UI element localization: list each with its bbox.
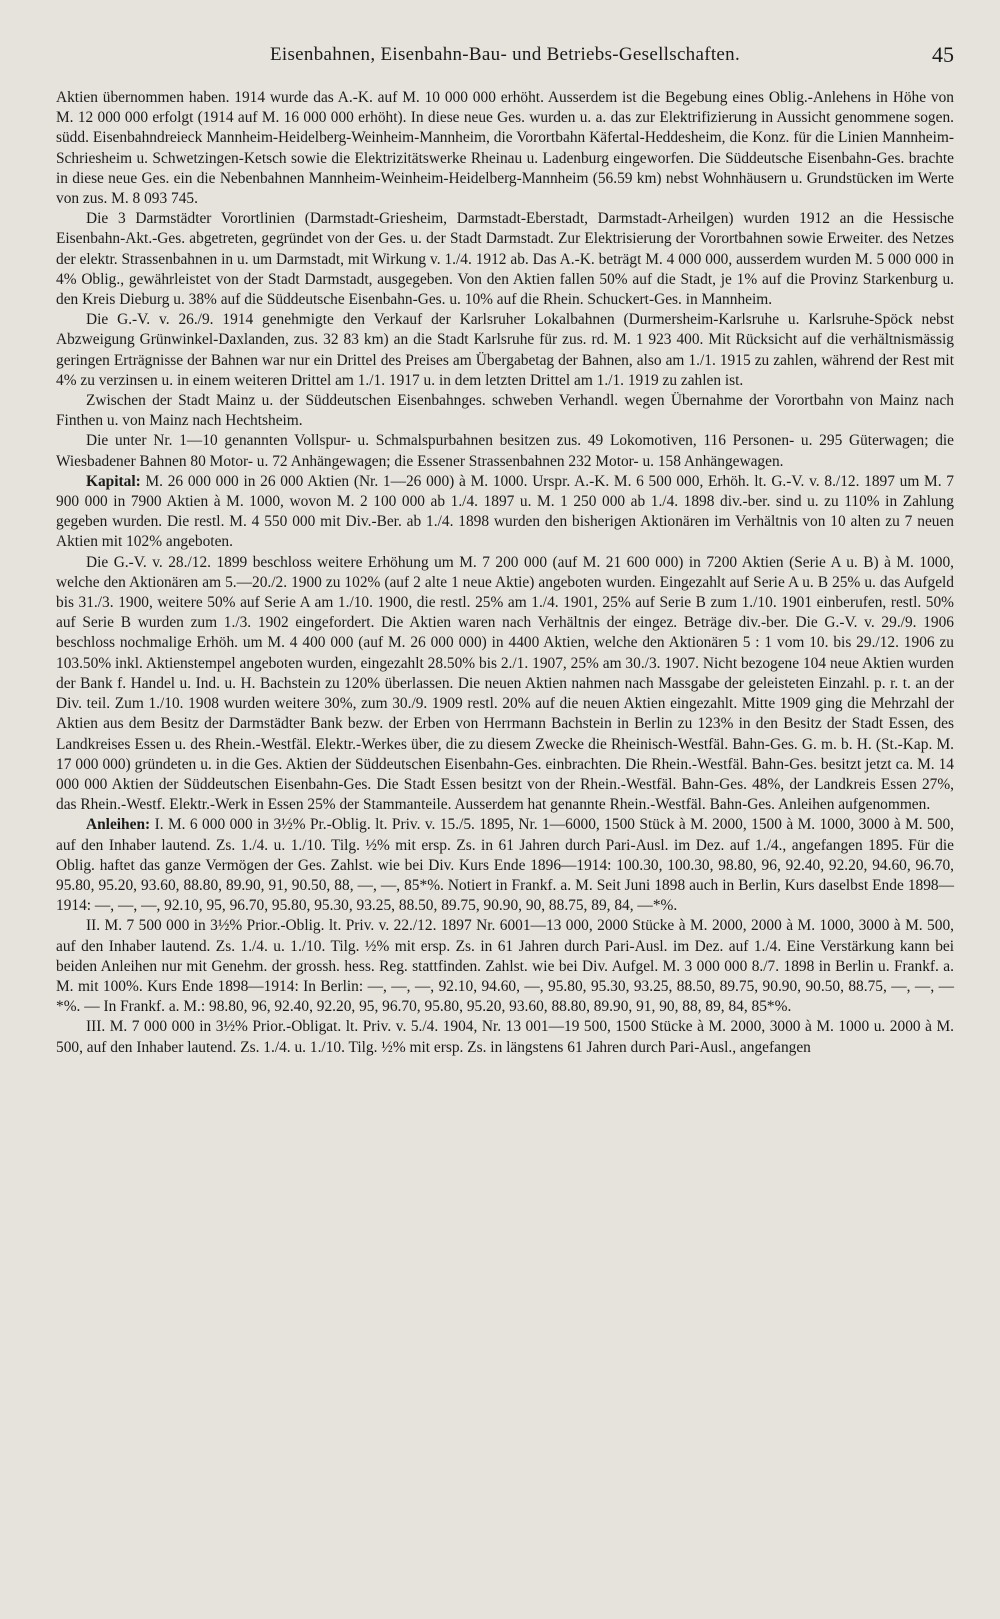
running-title: Eisenbahnen, Eisenbahn-Bau- und Betriebs-Gesellschaften.: [269, 44, 741, 65]
paragraph-text: II. M. 7 500 000 in 3½% Prior.-Oblig. lt. Priv. v. 22./12. 1897 Nr. 6001—13 000, 2000 Stücke à M. 2000, 2000 à M. 1000, 3000 à M. 500, auf den Inhaber lautend. Zs. 1./4. u. 1./10. Tilg. ½% mit ersp. Zs. in 61 Jahren durch Pari-Ausl. im Dez. auf 1./4. Eine Verstärkung kann bei beiden Anleihen nur mit Genehm. der grossh. hess. Reg. stattfinden. Zahlst. wie bei Div. Aufgel. M. 3 000 000 8./7. 1898 in Berlin u. Frankf. a. M. mit 100%. Kurs Ende 1898—1914: In Berlin: —, —, —, 92.10, 94.60, —, 95.80, 95.30, 93.25, 88.50, 89.75, 90.90, 90.50, 88.75, —, —, —*%. — In Frankf. a. M.: 98.80, 96, 92.40, 92.20, 95, 96.70, 95.80, 95.20, 93.60, 88.80, 89.90, 91, 90, 88, 89, 84, 85*%.: [56, 917, 954, 1016]
page-number: 45: [932, 42, 954, 67]
paragraph-text: Die G.-V. v. 28./12. 1899 beschloss weitere Erhöhung um M. 7 200 000 (auf M. 21 600 000) in 7200 Aktien (Serie A u. B) à M. 1000, welche den Aktionären am 5.—20./2. 1900 zu 102% (auf 2 alte 1 neue Aktie) angeboten wurden. Eingezahlt auf Serie A u. B 25% u. das Aufgeld bis 31./3. 1900, weitere 50% auf Serie A am 1./10. 1900, die restl. 25% am 1./4. 1901, 25% auf Serie B zum 1./10. 1901 einberufen, restl. 50% auf Serie B wurden zum 1./3. 1902 eingefordert. Die Aktien waren nach Verhältnis der eingez. Beträge div.-ber. Die G.-V. v. 29./9. 1906 beschloss nochmalige Erhöh. um M. 4 400 000 (auf M. 26 000 000) in 4400 Aktien, welche den Aktionären 5 : 1 vom 10. bis 29./12. 1906 zu 103.50% inkl. Aktienstempel angeboten wurden, eingezahlt 28.50% bis 2./1. 1907, 25% am 30./3. 1907. Nicht bezogene 104 neue Aktien wurden der Bank f. Handel u. Ind. u. H. Bachstein zu 120% überlassen. Die neuen Aktien nahmen nach Massgabe der geleisteten Einzahl. p. r. t. an der Div. teil. Zum 1./10. 1908 wurden weitere 30%, zum 30./9. 1909 restl. 20% auf die neuen Aktien eingezahlt. Mitte 1909 ging die Mehrzahl der Aktien aus dem Besitz der Darmstädter Bank bezw. der Erben von Herrmann Bachstein in Berlin zu 123% in den Besitz der Stadt Essen, des Landkreises Essen u. des Rhein.-Westfäl. Elektr.-Werkes über, die zu diesem Zwecke die Rheinisch-Westfäl. Bahn-Ges. G. m. b. H. (St.-Kap. M. 17 000 000) gründeten u. in die Ges. Aktien der Süddeutschen Eisenbahn-Ges. einbrachten. Die Rhein.-Westfäl. Bahn-Ges. besitzt jetzt ca. M. 14 000 000 Aktien der Süddeutschen Eisenbahn-Ges. Die Stadt Essen besitzt von der Rhein.-Westfäl. Bahn-Ges. 48%, der Landkreis Essen 27%, das Rhein.-Westf. Elektr.-Werk in Essen 25% der Stammanteile. Ausserdem hat genannte Rhein.-Westfäl. Bahn-Ges. Anleihen aufgenommen.: [56, 553, 954, 814]
paragraph: [56, 209, 954, 310]
paragraph: [56, 916, 954, 1017]
paragraph-kapital: [56, 472, 954, 553]
paragraph-text: Die unter Nr. 1—10 genannten Vollspur- u. Schmalspurbahnen besitzen zus. 49 Lokomotiven, 116 Personen- u. 295 Güterwagen; die Wiesbadener Bahnen 80 Motor- u. 72 Anhängewagen; die Essener Strassenbahnen 232 Motor- u. 158 Anhängewagen.: [56, 432, 954, 470]
paragraph: [56, 553, 954, 816]
paragraph-text: Die G.-V. v. 26./9. 1914 genehmigte den Verkauf der Karlsruher Lokalbahnen (Durmersheim-Karlsruhe u. Karlsruhe-Spöck nebst Abzweigung Grünwinkel-Daxlanden, zus. 32 83 km) an die Stadt Karlsruhe für zus. rd. M. 1 923 400. Mit Rücksicht auf die verhältnismässig geringen Erträgnisse der Bahnen war nur ein Drittel des Preises am Übergabetag der Bahnen, also am 1./1. 1915 zu zahlen, während der Rest mit 4% zu verzinsen u. in einem weiteren Drittel am 1./1. 1917 u. in dem letzten Drittel am 1./1. 1919 zu zahlen ist.: [56, 311, 954, 389]
paragraph-text: III. M. 7 000 000 in 3½% Prior.-Obligat. lt. Priv. v. 5./4. 1904, Nr. 13 001—19 500, 1500 Stücke à M. 2000, 3000 à M. 1000 u. 2000 à M. 500, auf den Inhaber lautend. Zs. 1./4. u. 1./10. Tilg. ½% mit ersp. Zs. in längstens 61 Jahren durch Pari-Ausl., angefangen: [56, 1018, 954, 1056]
paragraph: [56, 310, 954, 391]
paragraph: [56, 1017, 954, 1057]
paragraph-text: M. 26 000 000 in 26 000 Aktien (Nr. 1—26 000) à M. 1000. Urspr. A.-K. M. 6 500 000, Erhöh. lt. G.-V. v. 8./12. 1897 um M. 7 900 000 in 7900 Aktien à M. 1000, wovon M. 2 100 000 ab 1./4. 1897 u. M. 1 250 000 ab 1./4. 1898 div.-ber. sind u. zu 110% in Zahlung gegeben wurden. Die restl. M. 4 550 000 mit Div.-Ber. ab 1./4. 1898 wurden den bisherigen Aktionären im Verhältnis von 10 alten zu 7 neuen Aktien mit 102% angeboten.: [56, 472, 954, 551]
section-lead-anleihen: Anleihen:: [86, 816, 151, 834]
paragraph-text: Zwischen der Stadt Mainz u. der Süddeutschen Eisenbahnges. schweben Verhandl. wegen Übernahme der Vorortbahn von Mainz nach Finthen u. von Mainz nach Hechtsheim.: [56, 392, 954, 430]
paragraph: [56, 391, 954, 431]
paragraph: [56, 431, 954, 471]
paragraph-text: Die 3 Darmstädter Vorortlinien (Darmstadt-Griesheim, Darmstadt-Eberstadt, Darmstadt-Arheilgen) wurden 1912 an die Hessische Eisenbahn-Akt.-Ges. abgetreten, gegründet von der Ges. u. der Stadt Darmstadt. Zur Elektrisierung der Vorortbahnen sowie Erweiter. des Netzes der elektr. Strassenbahnen in u. um Darmstadt, mit Wirkung v. 1./4. 1912 ab. Das A.-K. beträgt M. 4 000 000, ausserdem wurden M. 5 000 000 in 4% Oblig., gewährleistet von der Stadt Darmstadt, ausgegeben. Von den Aktien fallen 50% auf die Stadt, je 1% auf die Provinz Starkenburg u. den Kreis Dieburg u. 38% auf die Süddeutsche Eisenbahn-Ges. u. 10% auf die Rhein. Schuckert-Ges. in Mannheim.: [56, 210, 954, 309]
page-header: [56, 38, 954, 74]
paragraph: [56, 88, 954, 209]
body-text: [56, 88, 954, 1058]
section-lead-kapital: Kapital:: [86, 472, 141, 490]
paragraph-text: Aktien übernommen haben. 1914 wurde das A.-K. auf M. 10 000 000 erhöht. Ausserdem ist die Begebung eines Oblig.-Anlehens in Höhe von M. 12 000 000 erfolgt (1914 auf M. 16 000 000 erhöht). In diese neue Ges. wurden u. a. das zur Elektrifizierung in Aussicht genommene sogen. südd. Eisenbahndreieck Mannheim-Heidelberg-Weinheim-Mannheim, die Vorortbahn Käfertal-Heddesheim, die Konz. für die Linien Mannheim-Schriesheim u. Schwetzingen-Ketsch sowie die Elektrizitätswerke Rheinau u. Ladenburg eingeworfen. Die Süddeutsche Eisenbahn-Ges. brachte in diese neue Ges. ein die Nebenbahnen Mannheim-Weinheim-Heidelberg-Mannheim (56.59 km) nebst Wohnhäusern u. Grundstücken im Werte von zus. M. 8 093 745.: [56, 89, 954, 208]
paragraph-anleihen: [56, 815, 954, 916]
paragraph-text: I. M. 6 000 000 in 3½% Pr.-Oblig. lt. Priv. v. 15./5. 1895, Nr. 1—6000, 1500 Stück à M. 2000, 1500 à M. 1000, 3000 à M. 500, auf den Inhaber lautend. Zs. 1./4. u. 1./10. Tilg. ½% mit ersp. Zs. in 61 Jahren durch Pari-Ausl. im Dez. auf 1./4., angefangen 1895. Für die Oblig. haftet das ganze Vermögen der Ges. Zahlst. wie bei Div. Kurs Ende 1896—1914: 100.30, 100.30, 98.80, 96, 92.40, 92.20, 94.60, 96.70, 95.80, 95.20, 93.60, 88.80, 89.90, 91, 90.50, 88, —, —, 85*%. Notiert in Frankf. a. M. Seit Juni 1898 auch in Berlin, Kurs daselbst Ende 1898—1914: —, —, —, 92.10, 95, 96.70, 95.80, 95.30, 93.25, 88.50, 89.75, 90.90, 90, 88.75, 89, 84, —*%.: [56, 816, 954, 915]
